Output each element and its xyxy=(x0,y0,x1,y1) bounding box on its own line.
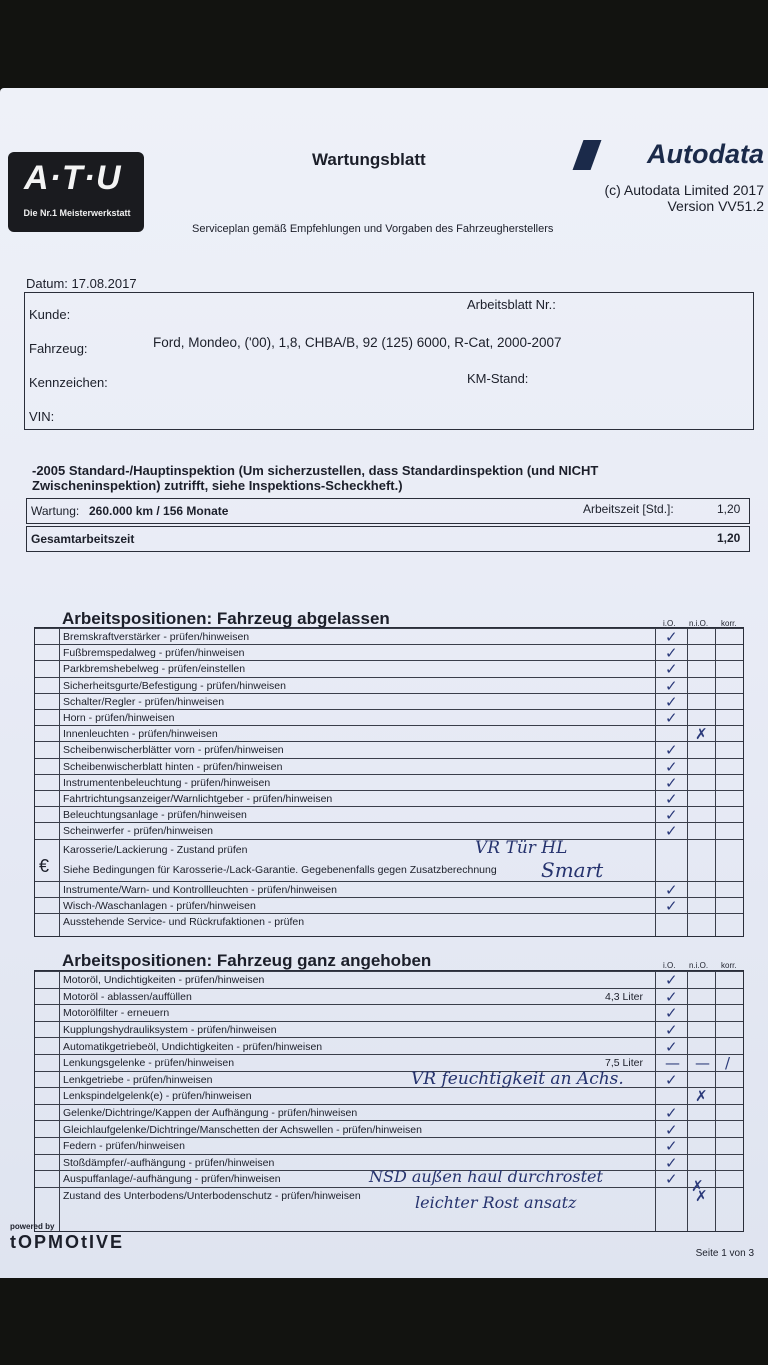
row-label: Zustand des Unterbodens/Unterbodenschutz - prüfen/hinweisen xyxy=(63,1190,361,1203)
check-io: ✓ xyxy=(665,790,678,809)
topmotive-brand: tOPMOtIVE xyxy=(10,1232,125,1252)
page-title: Wartungsblatt xyxy=(312,150,426,169)
vin-label: VIN: xyxy=(29,409,55,424)
row-label: Instrumentenbeleuchtung - prüfen/hinweisen xyxy=(63,776,271,789)
row-quantity: 7,5 Liter xyxy=(605,1057,643,1070)
col-korr-1: korr. xyxy=(721,619,737,628)
arbeitszeit-value: 1,20 xyxy=(717,502,741,516)
row-label: Motorölfilter - erneuern xyxy=(63,1007,170,1020)
check-io: ✓ xyxy=(665,1137,678,1156)
gesamt-value: 1,20 xyxy=(717,531,741,545)
table-row xyxy=(35,881,743,898)
check-io: ✓ xyxy=(665,757,678,776)
row-label: Parkbremshebelweg - prüfen/einstellen xyxy=(63,663,246,676)
section2-table xyxy=(34,970,744,1232)
row-label: Auspuffanlage/-aufhängung - prüfen/hinweisen xyxy=(63,1173,281,1186)
col-nio-2: n.i.O. xyxy=(689,961,709,970)
row-label: Innenleuchten - prüfen/hinweisen xyxy=(63,728,218,741)
table-row xyxy=(35,660,743,677)
table-row xyxy=(35,1087,743,1105)
check-io: ✓ xyxy=(665,880,678,899)
handwritten-note-vr-tuer: VR Tür HL xyxy=(475,838,568,858)
table-row xyxy=(35,1054,743,1072)
kennzeichen-label: Kennzeichen: xyxy=(29,375,108,390)
table-row xyxy=(35,758,743,775)
check-io: ✓ xyxy=(665,1104,678,1123)
check-nio: ✗ xyxy=(695,1187,708,1206)
row-label: Schalter/Regler - prüfen/hinweisen xyxy=(63,695,225,708)
handwritten-note-rost: leichter Rost ansatz xyxy=(415,1193,577,1212)
table-row xyxy=(35,709,743,726)
table-row xyxy=(35,1104,743,1122)
table-row xyxy=(35,1021,743,1039)
atu-slogan: Die Nr.1 Meisterwerkstatt xyxy=(23,208,131,218)
copyright: (c) Autodata Limited 2017 xyxy=(604,182,764,198)
check-korr: / xyxy=(725,1054,731,1073)
check-io: ✓ xyxy=(665,644,678,663)
gesamt-label: Gesamtarbeitszeit xyxy=(31,532,135,546)
atu-logo-text: A·T·U xyxy=(24,159,122,197)
check-io: ✓ xyxy=(665,971,678,990)
fahrzeug-label: Fahrzeug: xyxy=(29,341,88,356)
check-io: ✓ xyxy=(665,896,678,915)
table-row xyxy=(35,822,743,839)
table-row xyxy=(35,971,743,989)
inspection-title: -2005 Standard-/Hauptinspektion (Um sicherzustellen, dass Standardinspektion (und NICHT Zwischeninspektion) zutrifft, siehe Inspektions-Scheckheft.) xyxy=(32,463,599,493)
check-io: ✓ xyxy=(665,1037,678,1056)
check-io: ✓ xyxy=(665,1153,678,1172)
check-io: ✓ xyxy=(665,822,678,841)
copyright-block xyxy=(604,182,764,214)
topmotive-logo xyxy=(10,1222,124,1252)
table-row xyxy=(35,806,743,823)
check-io: ✓ xyxy=(665,709,678,728)
col-io-1: i.O. xyxy=(663,619,676,628)
table-row xyxy=(35,988,743,1006)
col-korr-2: korr. xyxy=(721,961,737,970)
table-row xyxy=(35,1120,743,1138)
check-io: ✓ xyxy=(665,692,678,711)
wartung-box xyxy=(26,498,750,524)
check-io: ✓ xyxy=(665,741,678,760)
row-label: Motoröl - ablassen/auffüllen xyxy=(63,990,192,1003)
version: Version VV51.2 xyxy=(667,198,764,214)
table-row xyxy=(35,725,743,742)
date: Datum: 17.08.2017 xyxy=(26,276,137,291)
table-row xyxy=(35,913,743,930)
table-row xyxy=(35,897,743,914)
check-io: ✓ xyxy=(665,1170,678,1189)
row-label: Bremskraftverstärker - prüfen/hinweisen xyxy=(63,631,250,644)
check-io: ✓ xyxy=(665,1120,678,1139)
karosserie-label: Karosserie/Lackierung - Zustand prüfen xyxy=(63,843,248,856)
row-label: Sicherheitsgurte/Befestigung - prüfen/hinweisen xyxy=(63,679,286,692)
row-label: Lenkgetriebe - prüfen/hinweisen xyxy=(63,1073,213,1086)
atu-logo xyxy=(8,152,144,232)
gesamt-box xyxy=(26,526,750,552)
check-io: ✓ xyxy=(665,1021,678,1040)
row-label: Scheibenwischerblatt hinten - prüfen/hinweisen xyxy=(63,760,283,773)
check-io: — xyxy=(665,1054,680,1073)
vehicle-info-box xyxy=(24,292,754,430)
kunde-label: Kunde: xyxy=(29,307,71,322)
row-label: Ausstehende Service- und Rückrufaktionen - prüfen xyxy=(63,916,305,929)
wartung-value: 260.000 km / 156 Monate xyxy=(89,504,229,518)
check-nio: ✗ xyxy=(695,1087,708,1106)
cross-mark-auspuff: ✗ xyxy=(691,1177,704,1195)
section2-title: Arbeitspositionen: Fahrzeug ganz angehoben xyxy=(62,951,432,970)
row-label: Lenkspindelgelenk(e) - prüfen/hinweisen xyxy=(63,1090,252,1103)
table-row xyxy=(35,693,743,710)
table-row xyxy=(35,1037,743,1055)
section1-title: Arbeitspositionen: Fahrzeug abgelassen xyxy=(62,609,390,628)
table-row xyxy=(35,677,743,694)
row-label: Kupplungshydrauliksystem - prüfen/hinweisen xyxy=(63,1024,277,1037)
karosserie-row xyxy=(35,839,743,882)
row-label: Horn - prüfen/hinweisen xyxy=(63,712,175,725)
check-io: ✓ xyxy=(665,628,678,647)
row-label: Federn - prüfen/hinweisen xyxy=(63,1140,185,1153)
check-nio: ✗ xyxy=(695,725,708,744)
row-label: Wisch-/Waschanlagen - prüfen/hinweisen xyxy=(63,899,256,912)
row-label: Fußbremspedalweg - prüfen/hinweisen xyxy=(63,647,245,660)
col-io-2: i.O. xyxy=(663,961,676,970)
table-row xyxy=(35,1137,743,1155)
km-stand-label: KM-Stand: xyxy=(467,371,529,386)
table-row xyxy=(35,1071,743,1089)
arbeitszeit-label: Arbeitszeit [Std.]: xyxy=(583,502,674,516)
check-io: ✓ xyxy=(665,1070,678,1089)
arbeitsblatt-label: Arbeitsblatt Nr.: xyxy=(467,297,556,312)
table-row xyxy=(35,741,743,758)
check-io: ✓ xyxy=(665,987,678,1006)
table-row xyxy=(35,1187,743,1205)
row-label: Lenkungsgelenke - prüfen/hinweisen xyxy=(63,1057,235,1070)
page-number: Seite 1 von 3 xyxy=(695,1248,754,1259)
subtitle: Serviceplan gemäß Empfehlungen und Vorgaben des Fahrzeugherstellers xyxy=(192,223,554,235)
check-io: ✓ xyxy=(665,1004,678,1023)
check-io: ✓ xyxy=(665,676,678,695)
row-label: Instrumente/Warn- und Kontrollleuchten - prüfen/hinweisen xyxy=(63,883,337,896)
table-row xyxy=(35,628,743,645)
row-quantity: 4,3 Liter xyxy=(605,990,643,1003)
handwritten-note-smart: Smart xyxy=(541,858,604,882)
row-label: Scheinwerfer - prüfen/hinweisen xyxy=(63,825,213,838)
wartung-label: Wartung: xyxy=(31,504,80,518)
row-label: Stoßdämpfer/-aufhängung - prüfen/hinweisen xyxy=(63,1156,275,1169)
table-row xyxy=(35,774,743,791)
handwritten-note-feuchtigkeit: VR feuchtigkeit an Achs. xyxy=(411,1069,624,1089)
handwritten-note-nsd: NSD außen haul durchrostet xyxy=(369,1167,603,1186)
row-label: Motoröl, Undichtigkeiten - prüfen/hinweisen xyxy=(63,974,265,987)
row-label: Scheibenwischerblätter vorn - prüfen/hinweisen xyxy=(63,744,284,757)
fahrzeug-value: Ford, Mondeo, ('00), 1,8, CHBA/B, 92 (125) 6000, R-Cat, 2000-2007 xyxy=(153,335,562,350)
karosserie-note: Siehe Bedingungen für Karosserie-/Lack-Garantie. Gegebenenfalls gegen Zusatzberechnung xyxy=(63,863,497,876)
table-row xyxy=(35,644,743,661)
row-label: Gleichlaufgelenke/Dichtringe/Manschetten der Achswellen - prüfen/hinweisen xyxy=(63,1123,422,1136)
row-label: Automatikgetriebeöl, Undichtigkeiten - prüfen/hinweisen xyxy=(63,1040,323,1053)
row-label: Gelenke/Dichtringe/Kappen der Aufhängung - prüfen/hinweisen xyxy=(63,1107,358,1120)
euro-icon: € xyxy=(39,856,50,876)
section1-table xyxy=(34,627,744,937)
table-row xyxy=(35,1004,743,1022)
row-label: Beleuchtungsanlage - prüfen/hinweisen xyxy=(63,809,247,822)
col-nio-1: n.i.O. xyxy=(689,619,709,628)
check-io: ✓ xyxy=(665,806,678,825)
check-nio: — xyxy=(695,1054,710,1073)
check-io: ✓ xyxy=(665,660,678,679)
powered-by: powered by xyxy=(10,1222,55,1231)
check-io: ✓ xyxy=(665,773,678,792)
row-label: Fahrtrichtungsanzeiger/Warnlichtgeber - prüfen/hinweisen xyxy=(63,793,333,806)
table-row xyxy=(35,790,743,807)
autodata-logo: Autodata xyxy=(647,139,764,169)
